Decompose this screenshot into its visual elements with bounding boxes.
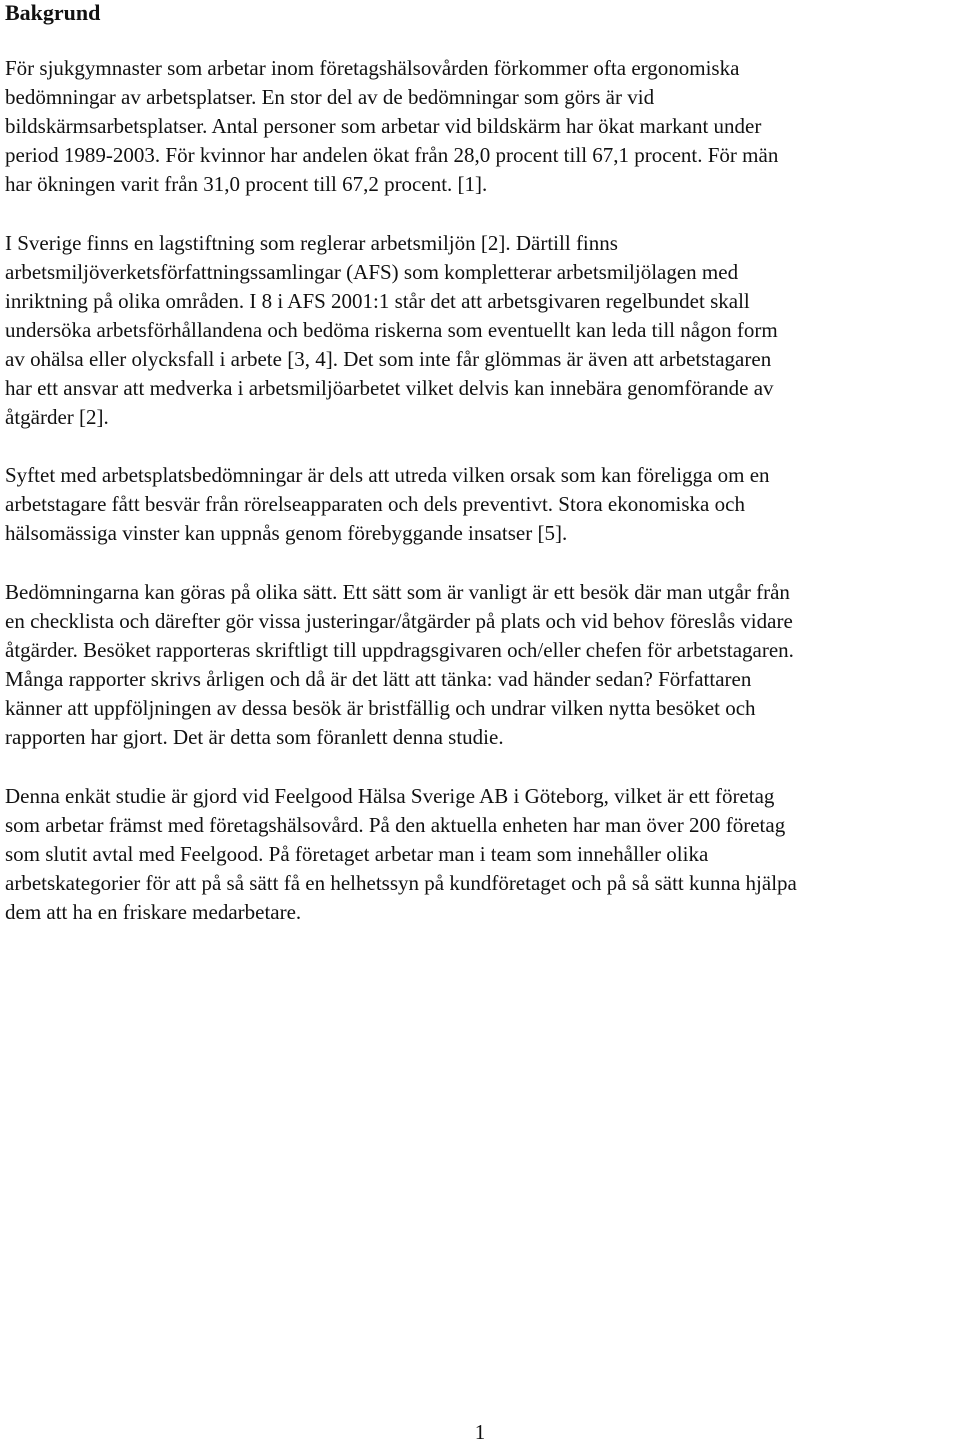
text-line: Bedömningarna kan göras på olika sätt. Ett sätt som är vanligt är ett besök där man utgår från <box>5 580 790 604</box>
text-line: Syftet med arbetsplatsbedömningar är dels att utreda vilken orsak som kan föreligga om en <box>5 463 770 487</box>
text-line: period 1989-2003. För kvinnor har andelen ökat från 28,0 procent till 67,1 procent. För män <box>5 143 779 167</box>
text-line: arbetskategorier för att på så sätt få en helhetssyn på kundföretaget och på så sätt kunna hjälpa <box>5 871 797 895</box>
text-line: åtgärder [2]. <box>5 405 109 429</box>
text-line: av ohälsa eller olycksfall i arbete [3, 4]. Det som inte får glömmas är även att arbetstagaren <box>5 347 772 371</box>
text-line: dem att ha en friskare medarbetare. <box>5 900 302 924</box>
text-line: har ökningen varit från 31,0 procent till 67,2 procent. [1]. <box>5 172 488 196</box>
document-page <box>5 0 955 924</box>
paragraph-4 <box>5 578 794 752</box>
text-line: inriktning på olika områden. I 8 i AFS 2001:1 står det att arbetsgivaren regelbundet skall <box>5 289 750 313</box>
paragraph-5 <box>5 782 797 927</box>
text-line: arbetstagare fått besvär från rörelseapparaten och dels preventivt. Stora ekonomiska och <box>5 492 745 516</box>
text-line: För sjukgymnaster som arbetar inom företagshälsovården förkommer ofta ergonomiska <box>5 56 740 80</box>
text-line: Denna enkät studie är gjord vid Feelgood Hälsa Sverige AB i Göteborg, vilket är ett företag <box>5 784 775 808</box>
text-line: undersöka arbetsförhållandena och bedöma riskerna som eventuellt kan leda till någon form <box>5 318 778 342</box>
text-line: känner att uppföljningen av dessa besök är bristfällig och undrar vilken nytta besöket och <box>5 696 756 720</box>
page-number: 1 <box>474 1420 486 1444</box>
text-line: Många rapporter skrivs årligen och då är det lätt att tänka: vad händer sedan? Författaren <box>5 667 752 691</box>
paragraph-1 <box>5 54 778 199</box>
text-line: I Sverige finns en lagstiftning som reglerar arbetsmiljön [2]. Därtill finns <box>5 231 618 255</box>
text-line: arbetsmiljöverketsförfattningssamlingar (AFS) som kompletterar arbetsmiljölagen med <box>5 260 739 284</box>
text-line: som slutit avtal med Feelgood. På företaget arbetar man i team som innehåller olika <box>5 842 709 866</box>
text-line: hälsomässiga vinster kan uppnås genom förebyggande insatser [5]. <box>5 521 568 545</box>
text-line: rapporten har gjort. Det är detta som föranlett denna studie. <box>5 725 504 749</box>
paragraph-2 <box>5 229 778 432</box>
section-heading: Bakgrund <box>5 0 101 25</box>
text-line: bedömningar av arbetsplatser. En stor del av de bedömningar som görs är vid <box>5 85 655 109</box>
text-line: åtgärder. Besöket rapporteras skriftligt till uppdragsgivaren och/eller chefen för arbetstagaren. <box>5 638 794 662</box>
paragraph-3 <box>5 461 770 548</box>
text-line: har ett ansvar att medverka i arbetsmiljöarbetet vilket delvis kan innebära genomförande av <box>5 376 774 400</box>
text-line: som arbetar främst med företagshälsovård. På den aktuella enheten har man över 200 företag <box>5 813 786 837</box>
text-line: en checklista och därefter gör vissa justeringar/åtgärder på plats och vid behov föreslås vidare <box>5 609 793 633</box>
text-line: bildskärmsarbetsplatser. Antal personer som arbetar vid bildskärm har ökat markant under <box>5 114 762 138</box>
